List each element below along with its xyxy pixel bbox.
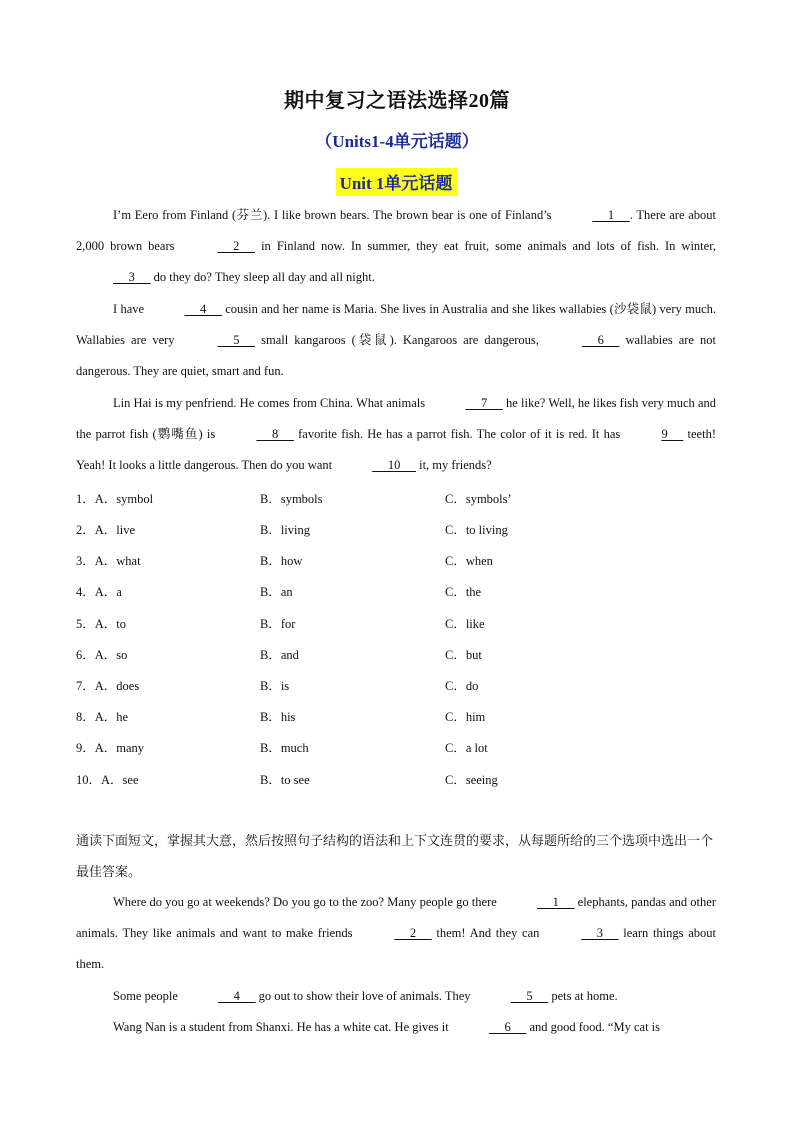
blank-1: 1 — [536, 895, 575, 909]
blank-3: 3 — [113, 270, 151, 285]
instruction-text: 通读下面短文，掌握其大意，然后按照句子结构的语法和上下文连贯的要求，从每题所给的三个选项中选出一个最佳答案。 — [76, 834, 714, 880]
passage2-paragraph-2 — [76, 981, 716, 1012]
option-row — [76, 551, 736, 571]
text: I have — [113, 302, 148, 316]
option-c[interactable]: C．when — [445, 554, 493, 568]
text: Some people — [113, 989, 182, 1003]
option-c[interactable]: C．like — [445, 617, 485, 631]
text: in Finland now. In summer, they eat fruit, some animals and lots of fish. In winter, — [255, 239, 716, 254]
option-b[interactable]: B．to see — [260, 773, 310, 787]
passage2-paragraph-3 — [76, 1012, 716, 1043]
option-b[interactable]: B．how — [260, 554, 303, 568]
blank-1: 1 — [592, 208, 630, 222]
option-row — [76, 738, 736, 758]
option-b[interactable]: B．his — [260, 710, 296, 724]
option-c[interactable]: C．symbols’ — [445, 492, 512, 506]
option-row — [76, 520, 736, 540]
blank-6: 6 — [488, 1020, 527, 1034]
option-c[interactable]: C．him — [445, 710, 486, 724]
text: Wang Nan is a student from Shanxi. He has a white cat. He gives it — [113, 1020, 452, 1034]
option-a[interactable]: 10．A．see — [76, 773, 139, 787]
page-subtitle: （Units1-4单元话题） — [315, 132, 479, 151]
blank-8: 8 — [256, 427, 294, 442]
option-a[interactable]: 6．A．so — [76, 648, 128, 662]
text: he like? Well, he likes fish very much and the parrot fish (鹦嘴鱼) is — [76, 396, 717, 442]
text: wallabies are not dangerous. They are quiet, smart and fun. — [76, 333, 716, 379]
option-a[interactable]: 2．A．live — [76, 523, 136, 537]
option-a[interactable]: 7．A．does — [76, 679, 140, 693]
text: go out to show their love of animals. They — [255, 989, 474, 1003]
text: cousin and her name is Maria. She lives in Australia and she likes wallabies (沙袋鼠) very much. Wallabies are very — [76, 302, 716, 348]
passage1-paragraph-3 — [76, 388, 716, 482]
option-c[interactable]: C．do — [445, 679, 479, 693]
text: and good food. “My cat is — [526, 1020, 660, 1034]
option-row — [76, 676, 736, 696]
text: small kangaroos (袋鼠). Kangaroos are dangerous, — [255, 333, 545, 348]
blank-10: 10 — [372, 458, 416, 473]
text: learn things about them. — [76, 926, 716, 972]
option-b[interactable]: B．an — [260, 585, 293, 599]
blank-2: 2 — [394, 926, 432, 941]
option-c[interactable]: C．a lot — [445, 741, 488, 755]
option-c[interactable]: C．seeing — [445, 773, 498, 787]
blank-4: 4 — [184, 302, 222, 316]
text: teeth! Yeah! It looks a little dangerous. Then do you want — [76, 427, 716, 473]
blank-6: 6 — [581, 333, 620, 348]
blank-9: 9 — [661, 427, 684, 442]
text: it, my friends? — [415, 458, 492, 473]
option-b[interactable]: B．for — [260, 617, 296, 631]
text: do they do? They sleep all day and all night. — [150, 270, 375, 285]
option-b[interactable]: B．living — [260, 523, 311, 537]
option-row — [76, 614, 736, 634]
text: elephants, pandas and other animals. They like animals and want to make friends — [76, 895, 716, 941]
option-c[interactable]: C．to living — [445, 523, 508, 537]
option-a[interactable]: 9．A．many — [76, 741, 145, 755]
text: Lin Hai is my penfriend. He comes from China. What animals — [113, 396, 429, 410]
page-title: 期中复习之语法选择20篇 — [284, 90, 510, 112]
option-c[interactable]: C．the — [445, 585, 482, 599]
text: I’m Eero from Finland (芬兰). I like brown bears. The brown bear is one of Finland’s — [113, 208, 556, 222]
blank-4: 4 — [218, 989, 256, 1003]
option-a[interactable]: 8．A．he — [76, 710, 129, 724]
option-a[interactable]: 3．A．what — [76, 554, 141, 568]
passage1-paragraph-1 — [76, 200, 716, 294]
option-a[interactable]: 1．A．symbol — [76, 492, 154, 506]
blank-7: 7 — [465, 396, 503, 410]
text: favorite fish. He has a parrot fish. The color of it is red. It has — [293, 427, 625, 442]
option-row — [76, 489, 736, 509]
blank-3: 3 — [581, 926, 619, 941]
unit-heading-wrap — [0, 168, 794, 196]
option-a[interactable]: 5．A．to — [76, 617, 127, 631]
text: them! And they can — [431, 926, 545, 941]
passage1-paragraph-2 — [76, 294, 716, 388]
text: pets at home. — [548, 989, 618, 1003]
option-b[interactable]: B．symbols — [260, 492, 323, 506]
option-row — [76, 645, 736, 665]
option-a[interactable]: 4．A．a — [76, 585, 122, 599]
option-b[interactable]: B．much — [260, 741, 309, 755]
passage2-paragraph-1 — [76, 887, 716, 981]
blank-5: 5 — [217, 333, 256, 348]
text: Where do you go at weekends? Do you go to the zoo? Many people go there — [113, 895, 500, 909]
text: . There are about 2,000 brown bears — [76, 208, 717, 254]
blank-5: 5 — [510, 989, 549, 1003]
unit-heading: Unit 1单元话题 — [336, 168, 459, 196]
option-row — [76, 770, 736, 790]
option-row — [76, 707, 736, 727]
option-b[interactable]: B．and — [260, 648, 299, 662]
option-row — [76, 582, 736, 602]
option-b[interactable]: B．is — [260, 679, 290, 693]
option-c[interactable]: C．but — [445, 648, 482, 662]
blank-2: 2 — [217, 239, 256, 254]
